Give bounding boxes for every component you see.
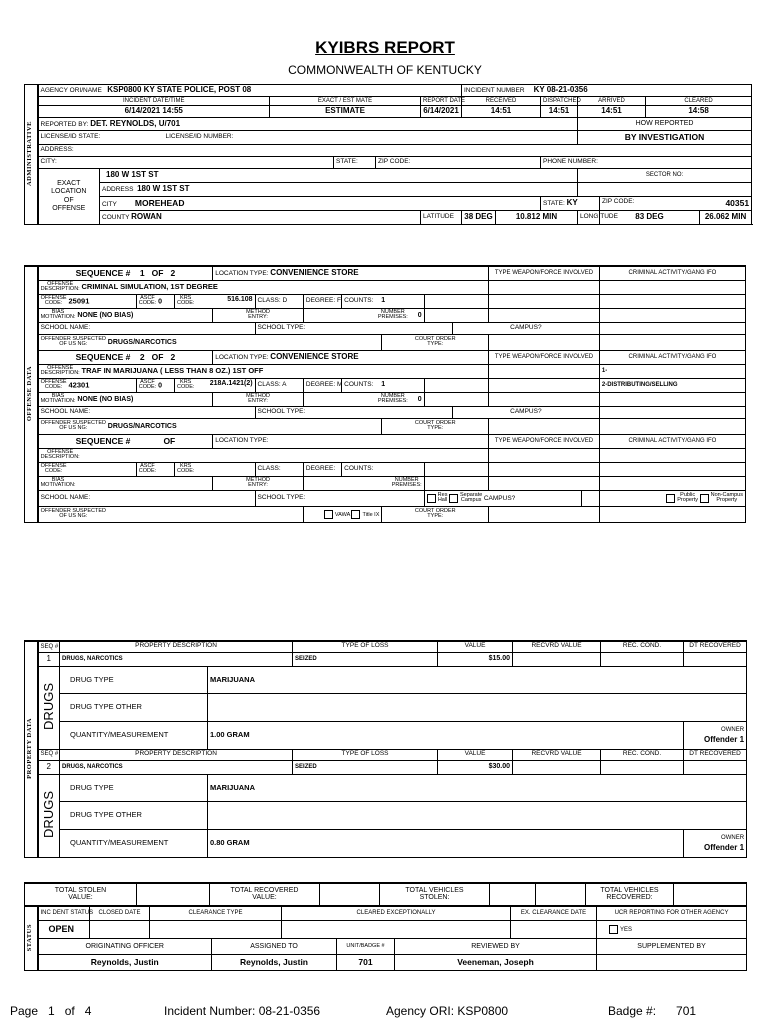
location-label: EXACT LOCATION OF OFFENSE bbox=[38, 169, 100, 225]
cleared-exceptionally-label: CLEARED EXCEPTIONALLY bbox=[282, 907, 511, 921]
originating-officer-label: ORIGINATING OFFICER bbox=[38, 939, 212, 955]
offense-1-class: D bbox=[282, 296, 288, 304]
admin-side-label: ADMINISTRATIVE bbox=[25, 85, 38, 225]
offense-2-ascf: 0 bbox=[158, 381, 163, 389]
supplemented-by-label: SUPPLEMENTED BY bbox=[597, 939, 747, 955]
cleared-value: 14:58 bbox=[646, 106, 752, 118]
offense-2-counts: 1 bbox=[381, 381, 386, 389]
footer-incident-number: Incident Number: 08-21-0356 bbox=[164, 1004, 321, 1018]
offense-1-krs: 516.108 bbox=[227, 295, 253, 303]
footer-page: Page 1 of 4 bbox=[10, 1004, 92, 1018]
property-1-drugs-label: DRUGS bbox=[38, 666, 60, 749]
noncampus-property-checkbox[interactable] bbox=[700, 494, 709, 503]
latitude-label: LATITUDE bbox=[421, 211, 462, 225]
license-state-label: LICENSE/ID STATE: bbox=[38, 131, 144, 145]
assigned-to-label: ASSIGNED TO bbox=[212, 939, 337, 955]
how-reported-label: HOW REPORTED bbox=[578, 118, 752, 131]
property-1-quantity: 1.00 GRAM bbox=[208, 721, 684, 749]
county-label: COUNTY bbox=[102, 214, 130, 222]
license-number-label: LICENSE/ID NUMBER: bbox=[144, 131, 578, 145]
how-reported-value: BY INVESTIGATION bbox=[578, 131, 752, 145]
arrived-value: 14:51 bbox=[578, 106, 646, 118]
longitude-label: LONGITUDE bbox=[578, 211, 600, 225]
offense-2-degree: M bbox=[336, 380, 343, 388]
longitude-deg: 83 DEG bbox=[600, 211, 700, 225]
received-header: RECEIVED bbox=[462, 97, 541, 106]
property-1-value: $15.00 bbox=[438, 652, 513, 666]
incident-datetime: 6/14/2021 14:55 bbox=[38, 106, 270, 118]
dispatched-header: DISPATCHED bbox=[541, 97, 578, 106]
incident-status-label: INC DENT STATUS bbox=[38, 907, 90, 921]
agency-label: AGENCY ORI/NAME bbox=[40, 87, 102, 95]
assigned-to-value: Reynolds, Justin bbox=[212, 955, 337, 971]
city-label: CITY: bbox=[38, 157, 334, 169]
reported-by-value: DET. REYNOLDS, U/701 bbox=[90, 118, 181, 128]
total-recovered-label: TOTAL RECOVERED VALUE: bbox=[210, 883, 320, 905]
offense-1-location: CONVENIENCE STORE bbox=[270, 267, 359, 277]
status-side-label: STATUS bbox=[25, 907, 38, 971]
latitude-min: 10.812 MIN bbox=[496, 211, 578, 225]
offense-1-premises: 0 bbox=[417, 311, 422, 319]
property-2-owner: Offender 1 bbox=[704, 842, 745, 852]
received-value: 14:51 bbox=[462, 106, 541, 118]
total-vehicles-recovered-label: TOTAL VEHICLES RECOVERED: bbox=[586, 883, 674, 905]
offense-2-activity-2: 2-DISTRIBUTING/SELLING bbox=[599, 378, 745, 392]
arrived-header: ARRIVED bbox=[578, 97, 646, 106]
offense-1-sequence: SEQUENCE # 1 OF 2 bbox=[38, 266, 213, 280]
clearance-type-label: CLEARANCE TYPE bbox=[150, 907, 282, 921]
offense-1-description: CRIMINAL SIMULATION, 1ST DEGREE bbox=[81, 281, 218, 291]
location-address-label: ADDRESS bbox=[102, 186, 134, 194]
offense-1-bias: NONE (NO BIAS) bbox=[77, 311, 134, 319]
offense-2-sequence: SEQUENCE # 2 OF 2 bbox=[38, 350, 213, 364]
unit-badge-label: UNIT/BADGE # bbox=[337, 939, 395, 955]
offense-2-location: CONVENIENCE STORE bbox=[270, 351, 359, 361]
location-address-value: 180 W 1ST ST bbox=[137, 184, 190, 194]
location-line1: 180 W 1ST ST bbox=[100, 169, 578, 183]
offense-1-suspected: DRUGS/NARCOTICS bbox=[107, 338, 177, 346]
criminal-activity-header: CRIMINAL ACTIVITY/GANG IFO bbox=[599, 266, 745, 280]
state-label: STATE: bbox=[334, 157, 376, 169]
offense-desc-label: OFFENSE DESCRIPTION: bbox=[40, 280, 80, 292]
report-date-value: 6/14/2021 bbox=[421, 106, 462, 118]
closed-date-label: CLOSED DATE bbox=[90, 907, 150, 921]
report-title: KYIBRS REPORT bbox=[315, 38, 455, 57]
cleared-header: CLEARED bbox=[646, 97, 752, 106]
county-value: ROWAN bbox=[131, 212, 162, 222]
location-state-value: KY bbox=[566, 198, 578, 208]
status-table: STATUS INC DENT STATUS CLOSED DATE CLEARANCE TYPE CLEARED EXCEPTIONALLY EX. CLEARANCE DATE UCR REPORTING FOR OTHER AGENCY OPEN YES ORIGINATING OFFICER ASSIGNED TO UNIT/BADGE # REVIEWED BY SUPPLEMENTED BY Reynolds, Justin Reynolds, Justin 701 Veeneman, Joseph bbox=[24, 906, 747, 971]
reviewed-by-value: Veeneman, Joseph bbox=[395, 955, 597, 971]
property-table: PROPERTY DATA SEQ # PROPERTY DESCRIPTION TYPE OF LOSS VALUE RECVRD VALUE REC. COND. DT RECOVERED 1 DRUGS, NARCOTICS SEIZED $15.00 DRUGS DRUG TYPE MARIJUANA DRUG TYPE OTHER QUANTITY/MEASUREMENT 1.00 GRAM OWNER Offender 1 SEQ # PROPERTY DESCRIPTION TYPE OF LOSS VALUE RECVRD VALUE REC. COND. DT RECOVERED 2 DRUGS, NARCOTICS SEIZED $30.00 DRUGS DRUG TYPE MARIJUANA DRUG TYPE OTHER QUANTITY/MEASUREMENT 0.80 GRAM OWNER Offender 1 bbox=[24, 640, 747, 858]
res-hall-checkbox[interactable] bbox=[427, 494, 436, 503]
incident-date-header: INCIDENT DATE/TIME bbox=[38, 97, 270, 106]
offense-2-activity-1: 1- bbox=[599, 364, 745, 378]
property-2-drug-type: MARIJUANA bbox=[208, 774, 747, 801]
separate-campus-checkbox[interactable] bbox=[449, 494, 458, 503]
dispatched-value: 14:51 bbox=[541, 106, 578, 118]
offense-2-premises: 0 bbox=[417, 395, 422, 403]
address-label: ADDRESS: bbox=[38, 145, 752, 157]
agency-value: KSP0800 KY STATE POLICE, POST 08 bbox=[107, 85, 252, 95]
offense-2-code: 42301 bbox=[68, 379, 90, 389]
school-name-label: SCHOOL NAME: bbox=[38, 322, 255, 334]
weapon-header: TYPE WEAPON/FORCE INVOLVED bbox=[489, 266, 600, 280]
offense-2-description: TRAF IN MARIJUANA ( LESS THAN 8 OZ.) 1ST OFF bbox=[81, 365, 264, 375]
footer-agency-ori: Agency ORI: KSP0800 bbox=[386, 1004, 509, 1018]
property-side-label: PROPERTY DATA bbox=[25, 641, 38, 857]
ucr-yes-checkbox[interactable] bbox=[609, 925, 618, 934]
offense-1-counts: 1 bbox=[381, 297, 386, 305]
total-vehicles-stolen-label: TOTAL VEHICLES STOLEN: bbox=[380, 883, 490, 905]
total-stolen-label: TOTAL STOLEN VALUE: bbox=[25, 883, 137, 905]
property-2-loss: SEIZED bbox=[293, 760, 438, 774]
location-type-label: LOCATION TYPE: bbox=[215, 269, 269, 277]
offense-2-class: A bbox=[282, 380, 287, 388]
zip-label: ZIP CODE: bbox=[376, 157, 541, 169]
property-1-drug-type: MARIJUANA bbox=[208, 666, 747, 693]
incident-number-value: KY 08-21-0356 bbox=[533, 85, 588, 95]
longitude-min: 26.062 MIN bbox=[700, 211, 752, 225]
location-city-value: MOREHEAD bbox=[134, 197, 185, 208]
property-2-seq: 2 bbox=[38, 760, 60, 774]
originating-officer-value: Reynolds, Justin bbox=[38, 955, 212, 971]
property-1-description: DRUGS, NARCOTICS bbox=[60, 652, 293, 666]
vawa-checkbox[interactable] bbox=[324, 510, 333, 519]
exact-est-value: ESTIMATE bbox=[270, 106, 421, 118]
offense-side-label: OFFENSE DATA bbox=[25, 266, 38, 522]
reported-by-label: REPORTED BY: bbox=[40, 120, 89, 128]
property-1-seq: 1 bbox=[38, 652, 60, 666]
location-state-label: STATE: bbox=[543, 200, 565, 208]
totals-table bbox=[24, 882, 747, 906]
offense-1-degree: F bbox=[336, 296, 341, 304]
unit-badge-value: 701 bbox=[337, 955, 395, 971]
report-date-header: REPORT DATE bbox=[421, 97, 462, 106]
offense-2-suspected: DRUGS/NARCOTICS bbox=[107, 422, 177, 430]
offense-1-ascf: 0 bbox=[158, 297, 163, 305]
offense-2-bias: NONE (NO BIAS) bbox=[77, 395, 134, 403]
report-subtitle: COMMONWEALTH OF KENTUCKY bbox=[288, 63, 482, 77]
phone-label: PHONE NUMBER: bbox=[541, 157, 752, 169]
ex-clearance-date-label: EX. CLEARANCE DATE bbox=[511, 907, 597, 921]
reviewed-by-label: REVIEWED BY bbox=[395, 939, 597, 955]
offense-3-sequence: SEQUENCE # OF bbox=[38, 434, 213, 448]
property-2-description: DRUGS, NARCOTICS bbox=[60, 760, 293, 774]
property-2-drugs-label: DRUGS bbox=[38, 774, 60, 857]
property-2-value: $30.00 bbox=[438, 760, 513, 774]
location-zip-value: 40351 bbox=[725, 198, 750, 209]
footer-badge: Badge #: 701 bbox=[608, 1004, 697, 1018]
incident-status-value: OPEN bbox=[38, 921, 90, 939]
sector-label: SECTOR NO: bbox=[578, 169, 752, 183]
property-2-quantity: 0.80 GRAM bbox=[208, 829, 684, 857]
public-property-checkbox[interactable] bbox=[666, 494, 675, 503]
ucr-reporting-label: UCR REPORTING FOR OTHER AGENCY bbox=[597, 907, 747, 921]
latitude-deg: 38 DEG bbox=[462, 211, 496, 225]
title-ix-checkbox[interactable] bbox=[351, 510, 360, 519]
admin-table bbox=[24, 84, 752, 225]
property-1-loss: SEIZED bbox=[293, 652, 438, 666]
location-zip-label: ZIP CODE: bbox=[602, 198, 635, 206]
offense-1-code: 25091 bbox=[68, 295, 90, 305]
location-city-label: CITY bbox=[102, 200, 117, 208]
offense-2-krs: 218A.1421(2) bbox=[209, 379, 253, 387]
offense-table: OFFENSE DATA SEQUENCE # 1 OF 2 LOCATION TYPE: CONVENIENCE STORE TYPE WEAPON/FORCE INVOLVED CRIMINAL ACTIVITY/GANG IFO OFFENSE DESCRIPTION: CRIMINAL SIMULATION, 1ST DEGREE OFFENSE CODE: 25091 ASCF CODE: 0 KRS CODE: 516.108 CLASS: D DEGREE: F COUNTS: 1 BIAS MOTIVATION: NONE (NO BIAS) METHOD ENTRY: NUMBER PREMISES: 0 SCHOOL NAME: SCHOOL TYPE: CAMPUS? OFFENDER SUSPECTED OF US NG: DRUGS/NARCOTICS COURT ORDER TYPE: SEQUENCE # 2 OF 2 LOCATION TYPE: CONVENIENCE STORE TYPE WEAPON/FORCE INVOLVED CRIMINAL ACTIVITY/GANG IFO OFFENSE DESCRIPTION: TRAF IN MARIJUANA ( LESS THAN 8 OZ.) 1ST OFF 1- OFFENSE CODE: 42301 ASCF CODE: 0 KRS CODE: 218A.1421(2) CLASS: A DEGREE: M COUNTS: 1 2-DISTRIBUTING/SELLING BIAS MOTIVATION: NONE (NO BIAS) METHOD ENTRY: NUMBER PREMISES: 0 SCHOOL NAME: SCHOOL TYPE: CAMPUS? OFFENDER SUSPECTED OF US NG: DRUGS/NARCOTICS COURT ORDER TYPE: SEQUENCE # OF LOCATION TYPE: TYPE WEAPON/FORCE INVOLVED CRIMINAL ACTIVITY/GANG IFO OFFENSE DESCRIPTION: OFFENSE CODE: ASCF CODE: KRS CODE: CLASS: DEGREE: COUNTS: BIAS MOTIVATION: METHOD ENTRY: NUMBER PREMISES: SCHOOL NAME: SCHOOL TYPE: Res Hall Separate Campus CAMPUS? Public Property Non-Campus Property OFFENDER SUSPECTED OF US NG: VAWA Title IX COURT ORDER TYPE: bbox=[24, 265, 746, 523]
incident-number-label: INCIDENT NUMBER bbox=[464, 87, 525, 95]
property-1-owner: Offender 1 bbox=[704, 734, 745, 744]
exact-est-header: EXACT / EST MATE bbox=[270, 97, 421, 106]
